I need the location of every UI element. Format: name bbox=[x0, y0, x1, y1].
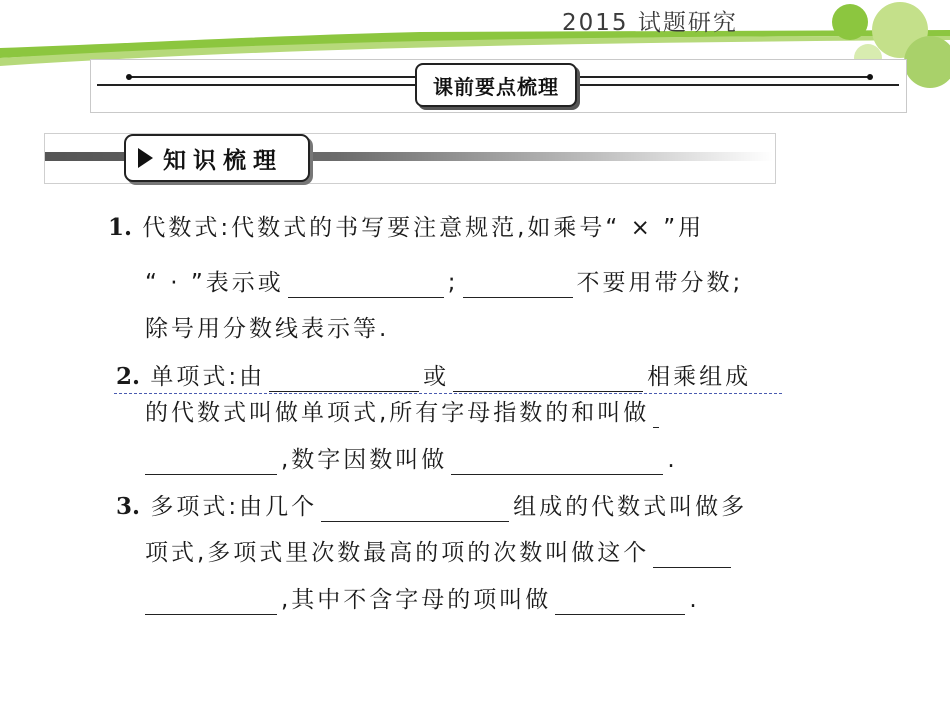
banner-rule bbox=[577, 76, 869, 78]
item-text: 项式,多项式里次数最高的项的次数叫做这个 bbox=[145, 540, 650, 566]
item-number: 3. bbox=[116, 493, 141, 520]
item-text: “ · ”表示或 bbox=[145, 270, 284, 296]
answer-blank[interactable] bbox=[555, 592, 685, 615]
item-text: 单项式:由 bbox=[140, 364, 266, 390]
section-banner bbox=[90, 59, 907, 113]
banner-rule bbox=[97, 84, 416, 86]
answer-blank[interactable] bbox=[269, 369, 419, 392]
item-text: 代数式:代数式的书写要注意规范,如乘号“ × ”用 bbox=[132, 215, 705, 241]
item-text: ,其中不含字母的项叫做 bbox=[281, 587, 552, 613]
play-triangle-icon bbox=[138, 148, 153, 168]
answer-blank[interactable] bbox=[145, 452, 277, 475]
item-text: 多项式:由几个 bbox=[140, 494, 318, 520]
item-2-line-2 bbox=[145, 398, 663, 428]
section-title: 课前要点梳理 bbox=[415, 63, 577, 107]
answer-blank[interactable] bbox=[463, 275, 573, 298]
banner-rule bbox=[129, 76, 416, 78]
dotted-divider bbox=[114, 393, 782, 394]
bullet-dot-icon bbox=[867, 74, 873, 80]
item-text: 或 bbox=[423, 364, 450, 390]
answer-blank[interactable] bbox=[453, 369, 643, 392]
answer-blank[interactable] bbox=[653, 545, 731, 568]
item-number: 2. bbox=[116, 363, 141, 390]
item-text: ; bbox=[447, 270, 459, 296]
item-1-line-2 bbox=[145, 268, 743, 298]
item-3-line-2 bbox=[145, 538, 735, 568]
knowledge-title: 知识梳理 bbox=[163, 147, 283, 174]
answer-blank[interactable] bbox=[145, 592, 277, 615]
item-text: 除号用分数线表示等. bbox=[145, 316, 390, 342]
item-2-line-1 bbox=[116, 362, 751, 392]
answer-blank[interactable] bbox=[288, 275, 444, 298]
item-1-line-3 bbox=[145, 314, 389, 344]
item-text: 的代数式叫做单项式,所有字母指数的和叫做 bbox=[145, 400, 650, 426]
banner-rule bbox=[577, 84, 899, 86]
item-2-line-3 bbox=[145, 445, 678, 475]
item-text: . bbox=[667, 447, 678, 473]
header-title: 2015 试题研究 bbox=[562, 10, 738, 36]
knowledge-banner bbox=[44, 133, 776, 184]
answer-blank[interactable] bbox=[451, 452, 663, 475]
item-text: ,数字因数叫做 bbox=[281, 447, 448, 473]
knowledge-tag bbox=[124, 134, 310, 182]
item-3-line-3 bbox=[145, 585, 700, 615]
bullet-dot-icon bbox=[126, 74, 132, 80]
item-text: 相乘组成 bbox=[647, 364, 752, 390]
item-number: 1. bbox=[108, 214, 133, 241]
item-3-line-1 bbox=[116, 492, 747, 522]
item-text: 组成的代数式叫做多 bbox=[513, 494, 748, 520]
item-text: 不要用带分数; bbox=[576, 270, 744, 296]
item-text: . bbox=[689, 587, 700, 613]
decor-circle-icon bbox=[832, 4, 868, 40]
answer-blank[interactable] bbox=[653, 405, 659, 428]
answer-blank[interactable] bbox=[321, 499, 509, 522]
item-1-line-1 bbox=[108, 213, 704, 243]
